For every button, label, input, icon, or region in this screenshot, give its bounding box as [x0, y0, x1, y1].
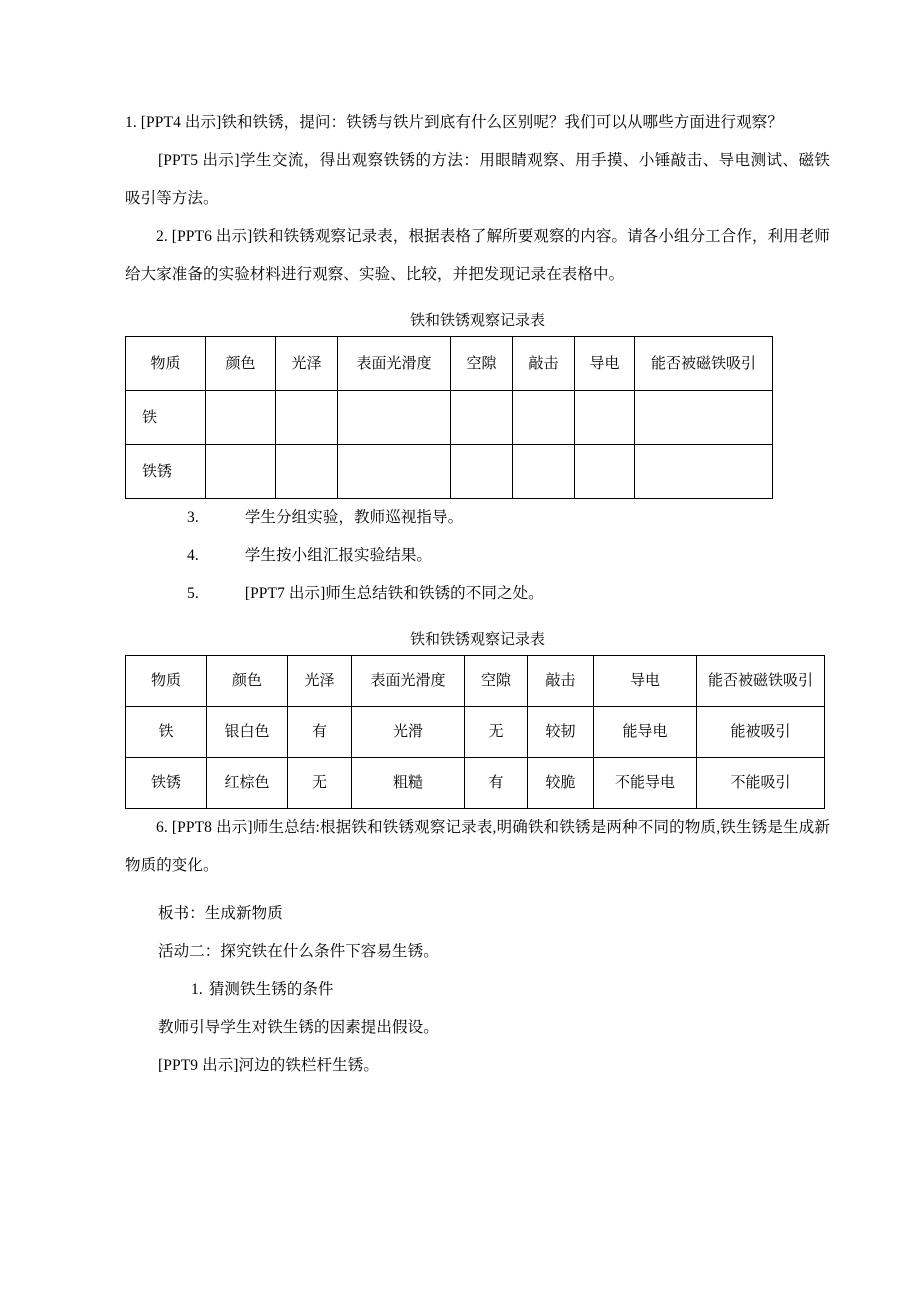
paragraph-teacher-guide: 教师引导学生对铁生锈的因素提出假设。 — [158, 1019, 439, 1036]
list-number: 5. — [187, 585, 199, 602]
table-cell — [451, 391, 513, 445]
observation-record-table-blank — [125, 336, 773, 499]
table-cell: 有 — [465, 758, 528, 809]
table-cell: 光滑 — [352, 707, 465, 758]
table-cell: 有 — [288, 707, 352, 758]
table-row-label: 铁锈 — [126, 758, 207, 809]
observation-record-table-filled — [125, 655, 825, 809]
spacer — [125, 613, 830, 623]
table-header-cell: 空隙 — [451, 337, 513, 391]
list-text: 学生按小组汇报实验结果。 — [244, 547, 433, 564]
table-row — [126, 445, 773, 499]
table-cell: 无 — [288, 758, 352, 809]
table-cell — [513, 445, 575, 499]
table-cell — [338, 445, 451, 499]
table-header-cell: 物质 — [126, 337, 206, 391]
paragraph-sub-item-1 — [125, 971, 830, 1009]
table-header-cell: 能否被磁铁吸引 — [635, 337, 773, 391]
table-row — [126, 391, 773, 445]
table-row — [126, 758, 825, 809]
paragraph-ppt9: [PPT9 出示]河边的铁栏杆生锈。 — [158, 1057, 379, 1074]
paragraph-item-3 — [125, 499, 830, 537]
paragraph-item-5 — [125, 575, 830, 613]
table-cell — [338, 391, 451, 445]
paragraph-item-6: 6. [PPT8 出示]师生总结:根据铁和铁锈观察记录表,明确铁和铁锈是两种不同的物质,铁生锈是生成新物质的变化。 — [125, 819, 830, 874]
list-number: 4. — [187, 547, 199, 564]
table-filled-title: 铁和铁锈观察记录表 — [409, 632, 545, 648]
list-text: 学生分组实验，教师巡视指导。 — [244, 509, 464, 526]
table-cell — [513, 391, 575, 445]
table-cell: 能导电 — [594, 707, 697, 758]
table-header-cell: 敲击 — [528, 656, 594, 707]
paragraph-item-4 — [125, 537, 830, 575]
table-cell: 银白色 — [207, 707, 288, 758]
paragraph-item-1: 1. [PPT4 出示]铁和铁锈，提问：铁锈与铁片到底有什么区别呢？我们可以从哪些方面进行观察？ — [125, 114, 783, 131]
table-cell — [206, 445, 276, 499]
table-header-cell: 光泽 — [288, 656, 352, 707]
table-header-cell: 颜色 — [206, 337, 276, 391]
table-cell — [276, 391, 338, 445]
table-row-label: 铁锈 — [126, 445, 206, 499]
table-header-cell: 敲击 — [513, 337, 575, 391]
list-number: 1. — [191, 981, 203, 998]
table-header-cell: 物质 — [126, 656, 207, 707]
table-header-cell: 颜色 — [207, 656, 288, 707]
paragraph-item-2: 2. [PPT6 出示]铁和铁锈观察记录表，根据表格了解所要观察的内容。请各小组分工合作，利用老师给大家准备的实验材料进行观察、实验、比较，并把发现记录在表格中。 — [125, 228, 830, 283]
table-cell: 红棕色 — [207, 758, 288, 809]
paragraph-activity-2: 活动二：探究铁在什么条件下容易生锈。 — [158, 943, 439, 960]
table-header-cell: 空隙 — [465, 656, 528, 707]
table-header-cell: 能否被磁铁吸引 — [697, 656, 825, 707]
table-header-cell: 表面光滑度 — [352, 656, 465, 707]
table-row-label: 铁 — [126, 391, 206, 445]
spacer — [125, 294, 830, 304]
document-body — [125, 104, 830, 1085]
table-blank-title: 铁和铁锈观察记录表 — [409, 313, 545, 329]
paragraph-ppt5: [PPT5 出示]学生交流，得出观察铁锈的方法：用眼睛观察、用手摸、小锤敲击、导电测试、磁铁吸引等方法。 — [125, 152, 830, 207]
table-cell: 不能吸引 — [697, 758, 825, 809]
table-header-cell: 导电 — [594, 656, 697, 707]
table-cell — [276, 445, 338, 499]
table-header-cell: 光泽 — [276, 337, 338, 391]
table-header-cell: 导电 — [575, 337, 635, 391]
table-cell — [575, 391, 635, 445]
list-text: 猜测铁生锈的条件 — [208, 981, 334, 998]
list-number: 3. — [187, 509, 199, 526]
table-cell: 较脆 — [528, 758, 594, 809]
table-header-cell: 表面光滑度 — [338, 337, 451, 391]
table-cell: 粗糙 — [352, 758, 465, 809]
paragraph-blackboard: 板书：生成新物质 — [158, 905, 283, 922]
table-row — [126, 707, 825, 758]
table-cell: 无 — [465, 707, 528, 758]
table-cell — [575, 445, 635, 499]
table-row-label: 铁 — [126, 707, 207, 758]
spacer — [125, 885, 830, 895]
table-header-row — [126, 656, 825, 707]
table-cell — [635, 445, 773, 499]
table-cell — [451, 445, 513, 499]
table-cell: 不能导电 — [594, 758, 697, 809]
table-header-row — [126, 337, 773, 391]
table-cell: 较韧 — [528, 707, 594, 758]
table-cell: 能被吸引 — [697, 707, 825, 758]
table-cell — [206, 391, 276, 445]
table-cell — [635, 391, 773, 445]
list-text: [PPT7 出示]师生总结铁和铁锈的不同之处。 — [244, 585, 544, 602]
